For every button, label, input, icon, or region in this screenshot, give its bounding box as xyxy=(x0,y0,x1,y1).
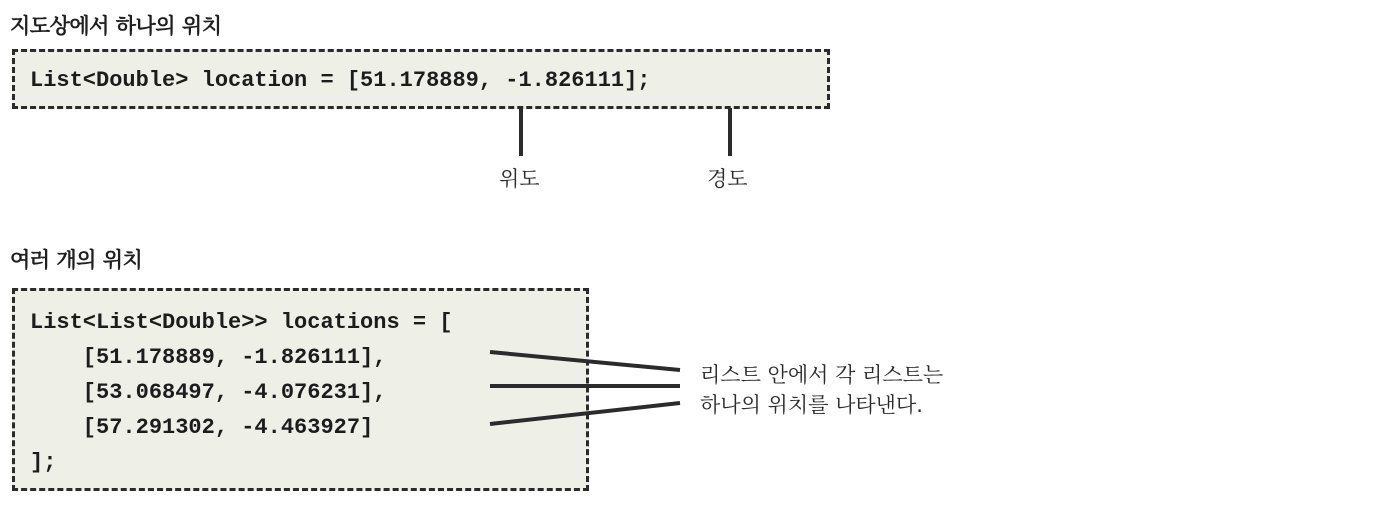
single-location-heading: 지도상에서 하나의 위치 xyxy=(10,14,222,38)
code-line-location-1: [51.178889, -1.826111], xyxy=(30,345,387,370)
longitude-label: 경도 xyxy=(707,167,748,191)
caption-pointer-line-1 xyxy=(490,352,680,370)
code-line-location-2: [53.068497, -4.076231], xyxy=(30,380,387,405)
latitude-label: 위도 xyxy=(499,167,540,191)
code-line-declaration: List<List<Double>> locations = [ xyxy=(30,310,453,335)
code-line-closing: ]; xyxy=(30,450,57,475)
single-location-code: List<Double> location = [51.178889, -1.826111]; xyxy=(30,68,651,93)
code-line-location-3: [57.291302, -4.463927] xyxy=(30,415,374,440)
caption-pointer-line-3 xyxy=(490,403,680,424)
multi-location-heading: 여러 개의 위치 xyxy=(10,248,143,272)
caption-line-2: 하나의 위치를 나타낸다. xyxy=(700,393,923,417)
caption-line-1: 리스트 안에서 각 리스트는 xyxy=(700,363,944,387)
